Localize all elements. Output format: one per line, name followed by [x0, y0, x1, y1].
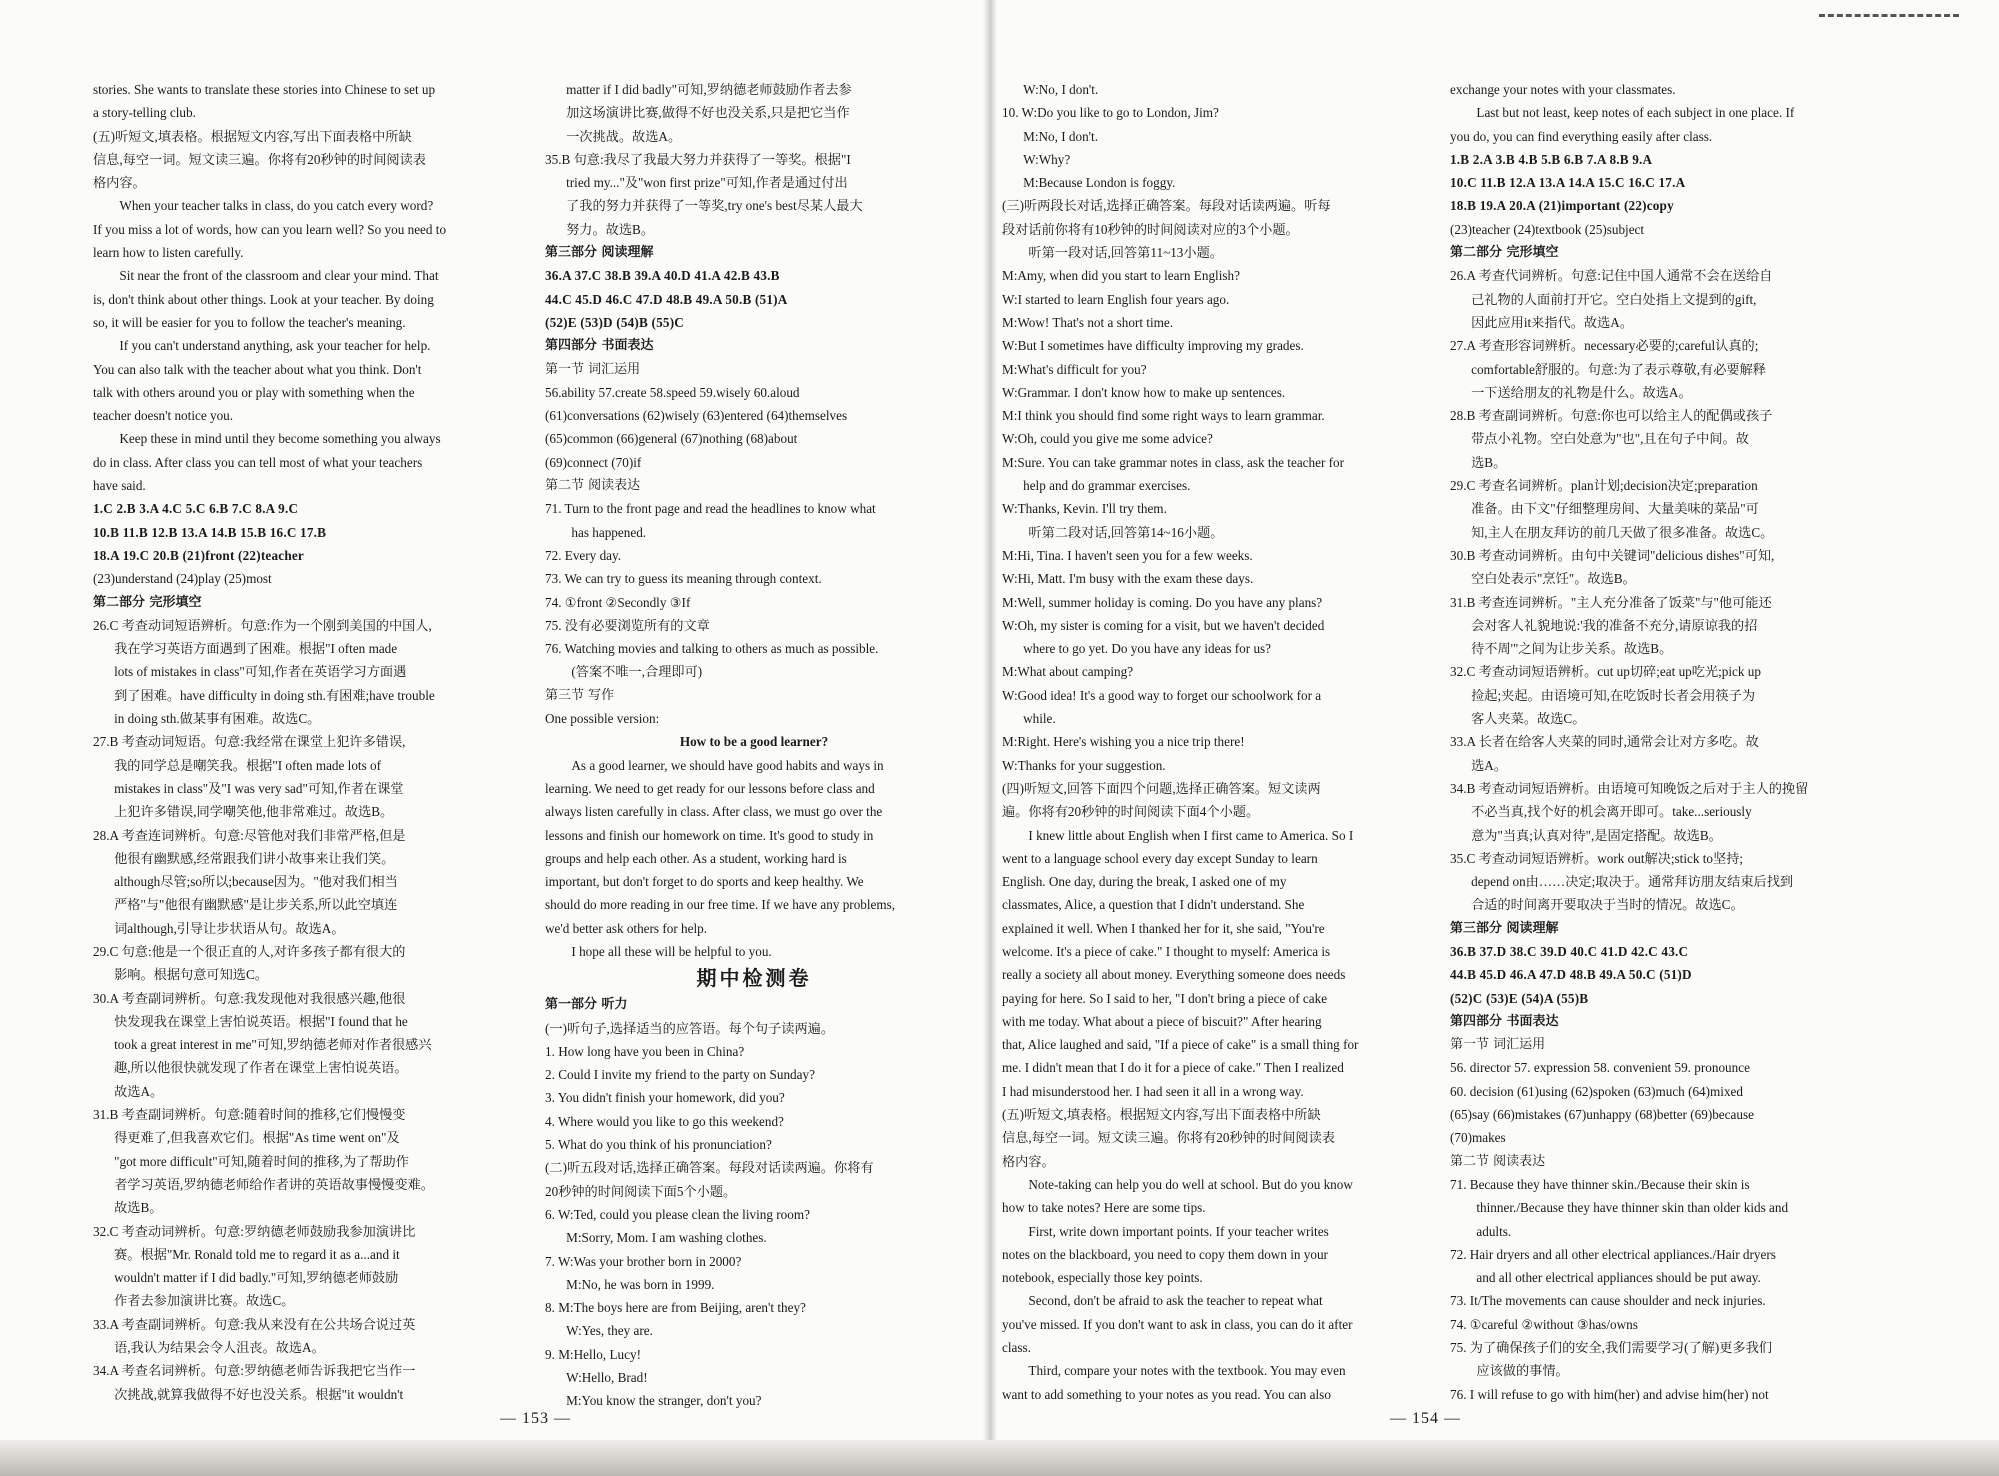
answer-line: 44.C 45.D 46.C 47.D 48.B 49.A 50.B (51)A: [545, 291, 788, 307]
text-line: M:Sorry, Mom. I am washing clothes.: [566, 1230, 767, 1246]
text-line: want to add something to your notes as you read. You can also: [1002, 1386, 1331, 1402]
column-4: [1450, 78, 1880, 1406]
text-line: do in class. After class you can tell most of what your teachers: [93, 454, 423, 470]
answer-line: 1.B 2.A 3.B 4.B 5.B 6.B 7.A 8.B 9.A: [1450, 151, 1653, 167]
text-line: W:Thanks for your suggestion.: [1002, 757, 1166, 773]
text-line: 故选B。: [114, 1200, 163, 1216]
exam-title: 期中检测卷: [696, 966, 812, 991]
text-line: 29.C 考查名词辨析。plan计划;decision决定;preparation: [1450, 478, 1758, 494]
text-line: Last but not least, keep notes of each subject in one place. If: [1476, 105, 1795, 121]
text-line: (一)听句子,选择适当的应答语。每个句子读两遍。: [545, 1020, 835, 1036]
text-line: As a good learner, we should have good habits and ways in: [571, 757, 884, 773]
subsection-heading: 第三节 写作: [545, 687, 615, 703]
text-line: 得更难了,但我喜欢它们。根据"As time went on"及: [114, 1130, 400, 1146]
text-line: 28.A 考查连词辨析。句意:尽管他对我们非常严格,但是: [93, 827, 406, 843]
text-line: M:No, he was born in 1999.: [566, 1276, 715, 1292]
text-line: talk with others around you or play with something when the: [93, 384, 415, 400]
text-line: you've missed. If you don't want to ask in class, you can do it after: [1002, 1316, 1353, 1332]
text-line: so, it will be easier for you to follow the teacher's meaning.: [93, 314, 406, 330]
text-line: 听第一段对话,回答第11~13小题。: [1028, 245, 1223, 261]
text-line: is, don't think about other things. Look at your teacher. By doing: [93, 291, 434, 307]
text-line: learning. We need to get ready for our lessons before class and: [545, 780, 875, 796]
section-heading: 第二部分 完形填空: [1450, 245, 1559, 261]
text-line: M:Well, summer holiday is coming. Do you have any plans?: [1002, 594, 1323, 610]
text-line: 4. Where would you like to go this weekend?: [545, 1113, 784, 1129]
text-line: although尽管;so所以;because因为。"他对我们相当: [114, 874, 398, 890]
text-line: 己礼物的人面前打开它。空白处指上文提到的gift,: [1471, 291, 1757, 307]
text-line: 听第二段对话,回答第14~16小题。: [1028, 524, 1224, 540]
text-line: 格内容。: [93, 175, 146, 191]
text-line: lessons and finish our homework on time. It's good to study in: [545, 827, 874, 843]
text-line: M:Right. Here's wishing you a nice trip there!: [1002, 734, 1245, 750]
text-line: 我在学习英语方面遇到了困难。根据"I often made: [114, 641, 398, 657]
text-line: (二)听五段对话,选择正确答案。每段对话读两遍。你将有: [545, 1160, 874, 1176]
text-line: If you miss a lot of words, how can you learn well? So you need to: [93, 221, 447, 237]
text-line: W:Hi, Matt. I'm busy with the exam these days.: [1002, 571, 1254, 587]
text-line: (四)听短文,回答下面四个问题,选择正确答案。短文读两: [1002, 780, 1321, 796]
subsection-heading: 第一节 词汇运用: [1450, 1037, 1546, 1053]
text-line: 60. decision (61)using (62)spoken (63)much (64)mixed: [1450, 1083, 1743, 1099]
text-line: 71. Because they have thinner skin./Because their skin is: [1450, 1176, 1750, 1192]
text-line: 6. W:Ted, could you please clean the living room?: [545, 1206, 810, 1222]
text-line: I hope all these will be helpful to you.: [571, 943, 772, 959]
text-line: went to a language school every day except Sunday to learn: [1002, 850, 1318, 866]
text-line: 34.B 考查动词短语辨析。由语境可知晚饭之后对于主人的挽留: [1450, 780, 1809, 796]
book-gutter: [983, 0, 997, 1476]
answer-line: 36.B 37.D 38.C 39.D 40.C 41.D 42.C 43.C: [1450, 943, 1689, 959]
text-line: 一下送给朋友的礼物是什么。故选A。: [1471, 384, 1692, 400]
text-line: 72. Hair dryers and all other electrical appliances./Hair dryers: [1450, 1246, 1776, 1262]
text-line: 选A。: [1471, 757, 1508, 773]
text-line: 2. Could I invite my friend to the party on Sunday?: [545, 1067, 815, 1083]
text-line: 我的同学总是嘲笑我。根据"I often made lots of: [114, 757, 382, 773]
answer-line: 10.B 11.B 12.B 13.A 14.B 15.B 16.C 17.B: [93, 524, 327, 540]
text-line: Third, compare your notes with the textbook. You may even: [1028, 1363, 1346, 1379]
text-line: You can also talk with the teacher about what you think. Don't: [93, 361, 422, 377]
text-line: 30.B 考查动词辨析。由句中关键词"delicious dishes"可知,: [1450, 547, 1775, 563]
text-line: 会对客人礼貌地说:'我的准备不充分,请原谅我的招: [1471, 617, 1758, 633]
text-line: W:No, I don't.: [1023, 82, 1099, 97]
text-line: W:Grammar. I don't know how to make up sentences.: [1002, 384, 1286, 400]
text-line: Sit near the front of the classroom and clear your mind. That: [119, 268, 439, 284]
text-line: with me today. What about a piece of biscuit?" After hearing: [1002, 1013, 1322, 1029]
text-line: has happened.: [571, 524, 647, 540]
text-line: M:Wow! That's not a short time.: [1002, 314, 1174, 330]
text-line: 者学习英语,罗纳德老师给作者讲的英语故事慢慢变难。: [114, 1176, 434, 1192]
text-line: M:You know the stranger, don't you?: [566, 1393, 762, 1409]
text-line: 35.C 考查动词短语辨析。work out解决;stick to坚持;: [1450, 850, 1744, 866]
text-line: 他很有幽默感,经常跟我们讲小故事来让我们笑。: [114, 850, 395, 866]
text-line: a story-telling club.: [93, 105, 196, 121]
text-line: 9. M:Hello, Lucy!: [545, 1346, 641, 1362]
text-line: 26.C 考查动词短语辨析。句意:作为一个刚到美国的中国人,: [93, 617, 432, 633]
text-line: 8. M:The boys here are from Beijing, aren't they?: [545, 1300, 806, 1316]
text-line: (69)connect (70)if: [545, 454, 642, 470]
text-line: that, Alice laughed and said, "If a piece of cake" is a small thing for: [1002, 1037, 1359, 1053]
text-line: 到了困难。have difficulty in doing sth.有困难;have trouble: [114, 687, 435, 703]
text-line: 29.C 句意:他是一个很正直的人,对许多孩子都有很大的: [93, 943, 406, 959]
column-2: [545, 78, 963, 1413]
text-line: how to take notes? Here are some tips.: [1002, 1200, 1206, 1216]
answer-line: 18.B 19.A 20.A (21)important (22)copy: [1450, 198, 1674, 214]
text-line: W:Good idea! It's a good way to forget our schoolwork for a: [1002, 687, 1322, 703]
text-line: 28.B 考查副词辨析。句意:你也可以给主人的配偶或孩子: [1450, 408, 1773, 424]
answer-line: (23)teacher (24)textbook (25)subject: [1450, 221, 1645, 237]
text-line: 准备。由下文"仔细整理房间、大量美味的菜品"可: [1471, 501, 1759, 517]
text-line: 27.B 考查动词短语。句意:我经常在课堂上犯许多错误,: [93, 734, 406, 750]
text-line: 35.B 句意:我尽了我最大努力并获得了一等奖。根据"I: [545, 151, 851, 167]
text-line: 3. You didn't finish your homework, did you?: [545, 1090, 785, 1106]
text-line: thinner./Because they have thinner skin than older kids and: [1476, 1200, 1789, 1216]
column-3: [1002, 78, 1420, 1406]
text-line: 26.A 考查代词辨析。句意:记住中国人通常不会在送给自: [1450, 268, 1773, 284]
text-line: (61)conversations (62)wisely (63)entered (64)themselves: [545, 408, 848, 424]
text-line: 56. director 57. expression 58. convenient 59. pronounce: [1450, 1060, 1750, 1076]
text-line: 75. 为了确保孩子们的安全,我们需要学习(了解)更多我们: [1450, 1340, 1772, 1356]
text-line: welcome. It's a piece of cake." I thought to myself: America is: [1002, 943, 1331, 959]
subsection-heading: 第二节 阅读表达: [1450, 1153, 1546, 1169]
subsection-heading: 第二节 阅读表达: [545, 478, 641, 494]
text-line: W:Thanks, Kevin. I'll try them.: [1002, 501, 1167, 517]
text-line: 信息,每空一词。短文读三遍。你将有20秒钟的时间阅读表: [93, 151, 426, 167]
text-line: "got more difficult"可知,随着时间的推移,为了帮助作: [114, 1153, 409, 1169]
text-line: (答案不唯一,合理即可): [571, 664, 703, 680]
answer-line: 36.A 37.C 38.B 39.A 40.D 41.A 42.B 43.B: [545, 268, 780, 284]
text-line: 词although,引导让步状语从句。故选A。: [114, 920, 345, 936]
text-line: 作者去参加演讲比赛。故选C。: [114, 1293, 295, 1309]
text-line: 31.B 考查副词辨析。句意:随着时间的推移,它们慢慢变: [93, 1107, 406, 1123]
text-line: 75. 没有必要浏览所有的文章: [545, 617, 710, 633]
text-line: class.: [1002, 1340, 1031, 1356]
text-line: 73. We can try to guess its meaning through context.: [545, 571, 822, 587]
text-line: have said.: [93, 478, 146, 494]
text-line: 10. W:Do you like to go to London, Jim?: [1002, 105, 1219, 121]
section-heading: 第四部分 书面表达: [1450, 1013, 1559, 1029]
text-line: 32.C 考查动词短语辨析。cut up切碎;eat up吃光;pick up: [1450, 664, 1761, 680]
text-line: I knew little about English when I first came to America. So I: [1028, 827, 1354, 843]
text-line: 客人夹菜。故选C。: [1471, 711, 1586, 727]
text-line: W:Yes, they are.: [566, 1323, 653, 1339]
text-line: (70)makes: [1450, 1130, 1506, 1146]
text-line: 选B。: [1471, 454, 1507, 470]
text-line: tried my..."及"won first prize"可知,作者是通过付出: [566, 175, 848, 191]
text-line: W:Oh, my sister is coming for a visit, but we haven't decided: [1002, 617, 1325, 633]
text-line: 7. W:Was your brother born in 2000?: [545, 1253, 742, 1269]
text-line: Second, don't be afraid to ask the teacher to repeat what: [1028, 1293, 1323, 1309]
text-line: M:Amy, when did you start to learn English?: [1002, 268, 1240, 284]
text-line: mistakes in class"及"I was very sad"可知,作者在课堂: [114, 780, 404, 796]
text-line: 语,我认为结果会令人沮丧。故选A。: [114, 1340, 325, 1356]
text-line: Note-taking can help you do well at school. But do you know: [1028, 1176, 1353, 1192]
subsection-heading: 第一节 词汇运用: [545, 361, 641, 377]
text-line: 56.ability 57.create 58.speed 59.wisely 60.aloud: [545, 384, 800, 400]
text-line: 27.A 考查形容词辨析。necessary必要的;careful认真的;: [1450, 338, 1759, 354]
text-line: 一次挑战。故选A。: [566, 128, 682, 144]
text-line: 故选A。: [114, 1083, 164, 1099]
text-line: 76. Watching movies and talking to others as much as possible.: [545, 641, 879, 657]
text-line: 趣,所以他很快就发现了作者在课堂上害怕说英语。: [114, 1060, 408, 1076]
text-line: 1. How long have you been in China?: [545, 1043, 745, 1059]
text-line: comfortable舒服的。句意:为了表示尊敬,有必要解释: [1471, 361, 1766, 377]
text-line: W:Why?: [1023, 151, 1071, 167]
answer-line: 1.C 2.B 3.A 4.C 5.C 6.B 7.C 8.A 9.C: [93, 501, 299, 517]
text-line: 因此应用it来指代。故选A。: [1471, 314, 1634, 330]
text-line: 5. What do you think of his pronunciation?: [545, 1137, 772, 1153]
text-line: really a society all about money. Everything someone does needs: [1002, 967, 1346, 983]
text-line: 34.A 考查名词辨析。句意:罗纳德老师告诉我把它当作一: [93, 1363, 416, 1379]
text-line: classmates, Alice, a question that I didn't understand. She: [1002, 897, 1305, 913]
text-line: 影响。根据句意可知选C。: [114, 967, 268, 983]
text-line: 格内容。: [1002, 1153, 1055, 1169]
text-line: we'd better ask others for help.: [545, 920, 708, 936]
text-line: (三)听两段长对话,选择正确答案。每段对话读两遍。听每: [1002, 198, 1331, 214]
text-line: W:Hello, Brad!: [566, 1370, 648, 1386]
text-line: 快发现我在课堂上害怕说英语。根据"I found that he: [114, 1013, 408, 1029]
text-line: 严格"与"他很有幽默感"是让步关系,所以此空填连: [114, 897, 398, 913]
text-line: 74. ①careful ②without ③has/owns: [1450, 1316, 1638, 1332]
bottom-shadow: [0, 1440, 1999, 1476]
text-line: notes on the blackboard, you need to copy them down in your: [1002, 1246, 1328, 1262]
column-1: [93, 78, 518, 1406]
text-line: 72. Every day.: [545, 547, 622, 563]
text-line: 33.A 考查副词辨析。句意:我从来没有在公共场合说过英: [93, 1316, 416, 1332]
text-line: exchange your notes with your classmates.: [1450, 82, 1676, 97]
text-line: 71. Turn to the front page and read the headlines to know what: [545, 501, 876, 517]
section-heading: 第四部分 书面表达: [545, 338, 654, 354]
answer-line: (52)C (53)E (54)A (55)B: [1450, 990, 1589, 1006]
text-line: should do more reading in our free time. If we have any problems,: [545, 897, 896, 913]
text-line: 76. I will refuse to go with him(her) and advise him(her) not: [1450, 1386, 1769, 1402]
text-line: M:Hi, Tina. I haven't seen you for a few weeks.: [1002, 547, 1253, 563]
text-line: 意为"当真;认真对待",是固定搭配。故选B。: [1471, 827, 1722, 843]
text-line: explained it well. When I thanked her for it, she said, "You're: [1002, 920, 1325, 936]
text-line: 74. ①front ②Secondly ③If: [545, 594, 691, 610]
text-line: English. One day, during the break, I asked one of my: [1002, 874, 1287, 890]
text-line: always listen carefully in class. After class, we must go over the: [545, 804, 883, 820]
text-line: W:But I sometimes have difficulty improving my grades.: [1002, 338, 1304, 354]
text-line: adults.: [1476, 1223, 1512, 1239]
text-line: 合适的时间离开要取决于当时的情况。故选C。: [1471, 897, 1744, 913]
section-heading: 第一部分 听力: [545, 997, 628, 1013]
text-line: M:Because London is foggy.: [1023, 175, 1176, 191]
text-line: M:I think you should find some right ways to learn grammar.: [1002, 408, 1325, 424]
text-line: stories. She wants to translate these stories into Chinese to set up: [93, 82, 436, 97]
text-line: 31.B 考查连词辨析。"主人充分准备了饭菜"与"他可能还: [1450, 594, 1772, 610]
text-line: matter if I did badly"可知,罗纳德老师鼓励作者去参: [566, 82, 852, 97]
answer-line: 10.C 11.B 12.A 13.A 14.A 15.C 16.C 17.A: [1450, 175, 1686, 191]
text-line: and all other electrical appliances should be put away.: [1476, 1270, 1761, 1286]
text-line: 33.A 长者在给客人夹菜的同时,通常会让对方多吃。故: [1450, 734, 1759, 750]
text-line: 30.A 考查副词辨析。句意:我发现他对我很感兴趣,他很: [93, 990, 406, 1006]
page-number-right: — 154 —: [1390, 1410, 1461, 1427]
text-line: W:Oh, could you give me some advice?: [1002, 431, 1213, 447]
text-line: help and do grammar exercises.: [1023, 478, 1191, 494]
text-line: (五)听短文,填表格。根据短文内容,写出下面表格中所缺: [1002, 1107, 1321, 1123]
text-line: M:What about camping?: [1002, 664, 1134, 680]
text-line: groups and help each other. As a student, working hard is: [545, 850, 847, 866]
text-line: in doing sth.做某事有困难。故选C。: [114, 711, 321, 727]
text-line: where to go yet. Do you have any ideas for us?: [1023, 641, 1272, 657]
text-line: 32.C 考查动词辨析。句意:罗纳德老师鼓励我参加演讲比: [93, 1223, 416, 1239]
text-line: 加这场演讲比赛,做得不好也没关系,只是把它当作: [566, 105, 850, 121]
essay-title: How to be a good learner?: [679, 734, 829, 750]
text-line: 次挑战,就算我做得不好也没关系。根据"it wouldn't: [114, 1386, 404, 1402]
text-line: 应该做的事情。: [1476, 1363, 1569, 1379]
text-line: (65)say (66)mistakes (67)unhappy (68)better (69)because: [1450, 1107, 1754, 1123]
text-line: When your teacher talks in class, do you catch every word?: [119, 198, 434, 214]
text-line: 待不周'"之间为让步关系。故选B。: [1471, 641, 1673, 657]
text-line: I had misunderstood her. I had seen it all in a wrong way.: [1002, 1083, 1304, 1099]
text-line: M:What's difficult for you?: [1002, 361, 1147, 377]
text-line: 不必当真,找个好的机会离开即可。take...seriously: [1471, 804, 1752, 820]
text-line: you do, you can find everything easily after class.: [1450, 128, 1713, 144]
text-line: 赛。根据"Mr. Ronald told me to regard it as a...and it: [114, 1246, 400, 1262]
text-line: important, but don't forget to do sports and keep healthy. We: [545, 874, 864, 890]
text-line: M:Sure. You can take grammar notes in class, ask the teacher for: [1002, 454, 1345, 470]
text-line: 知,主人在朋友拜访的前几天做了很多准备。故选C。: [1471, 524, 1774, 540]
text-line: 了我的努力并获得了一等奖,try one's best尽某人最大: [566, 198, 863, 214]
text-line: 73. It/The movements can cause shoulder and neck injuries.: [1450, 1293, 1766, 1309]
text-line: (五)听短文,填表格。根据短文内容,写出下面表格中所缺: [93, 128, 412, 144]
text-line: 上犯许多错误,同学嘲笑他,他非常难过。故选B。: [114, 804, 394, 820]
answer-line: 44.B 45.D 46.A 47.D 48.B 49.A 50.C (51)D: [1450, 967, 1692, 983]
text-line: notebook, especially those key points.: [1002, 1270, 1203, 1286]
text-line: Keep these in mind until they become something you always: [119, 431, 441, 447]
text-line: 带点小礼物。空白处意为"也",且在句子中间。故: [1471, 431, 1749, 447]
text-line: If you can't understand anything, ask your teacher for help.: [119, 338, 431, 354]
section-heading: 第二部分 完形填空: [93, 594, 202, 610]
text-line: 空白处表示"烹饪"。故选B。: [1471, 571, 1636, 587]
text-line: depend on由……决定;取决于。通常拜访朋友结束后找到: [1471, 874, 1794, 890]
text-line: paying for here. So I said to her, "I don't bring a piece of cake: [1002, 990, 1328, 1006]
text-line: 捡起;夹起。由语境可知,在吃饭时长者会用筷子为: [1471, 687, 1756, 703]
text-line: M:No, I don't.: [1023, 128, 1099, 144]
text-line: One possible version:: [545, 711, 660, 727]
text-line: (65)common (66)general (67)nothing (68)about: [545, 431, 798, 447]
answer-line: 18.A 19.C 20.B (21)front (22)teacher: [93, 547, 304, 563]
text-line: W:I started to learn English four years ago.: [1002, 291, 1230, 307]
text-line: 20秒钟的时间阅读下面5个小题。: [545, 1183, 737, 1199]
text-line: 段对话前你将有10秒钟的时间阅读对应的3个小题。: [1002, 221, 1299, 237]
text-line: 信息,每空一词。短文读三遍。你将有20秒钟的时间阅读表: [1002, 1130, 1335, 1146]
text-line: teacher doesn't notice you.: [93, 408, 234, 424]
page-number-left: — 153 —: [500, 1410, 571, 1427]
answer-line: (23)understand (24)play (25)most: [93, 571, 272, 587]
text-line: 遍。你将有20秒钟的时间阅读下面4个小题。: [1002, 804, 1260, 820]
section-heading: 第三部分 阅读理解: [1450, 920, 1559, 936]
text-line: me. I didn't mean that I do it for a piece of cake." Then I realized: [1002, 1060, 1344, 1076]
text-line: 努力。故选B。: [566, 221, 655, 237]
text-line: took a great interest in me"可知,罗纳德老师对作者很感兴: [114, 1037, 432, 1053]
section-heading: 第三部分 阅读理解: [545, 245, 654, 261]
text-line: wouldn't matter if I did badly."可知,罗纳德老师鼓励: [114, 1270, 399, 1286]
text-line: learn how to listen carefully.: [93, 245, 244, 261]
top-marks: [1819, 14, 1959, 21]
text-line: lots of mistakes in class"可知,作者在英语学习方面遇: [114, 664, 407, 680]
text-line: while.: [1023, 711, 1056, 727]
text-line: First, write down important points. If your teacher writes: [1028, 1223, 1329, 1239]
answer-line: (52)E (53)D (54)B (55)C: [545, 314, 685, 330]
